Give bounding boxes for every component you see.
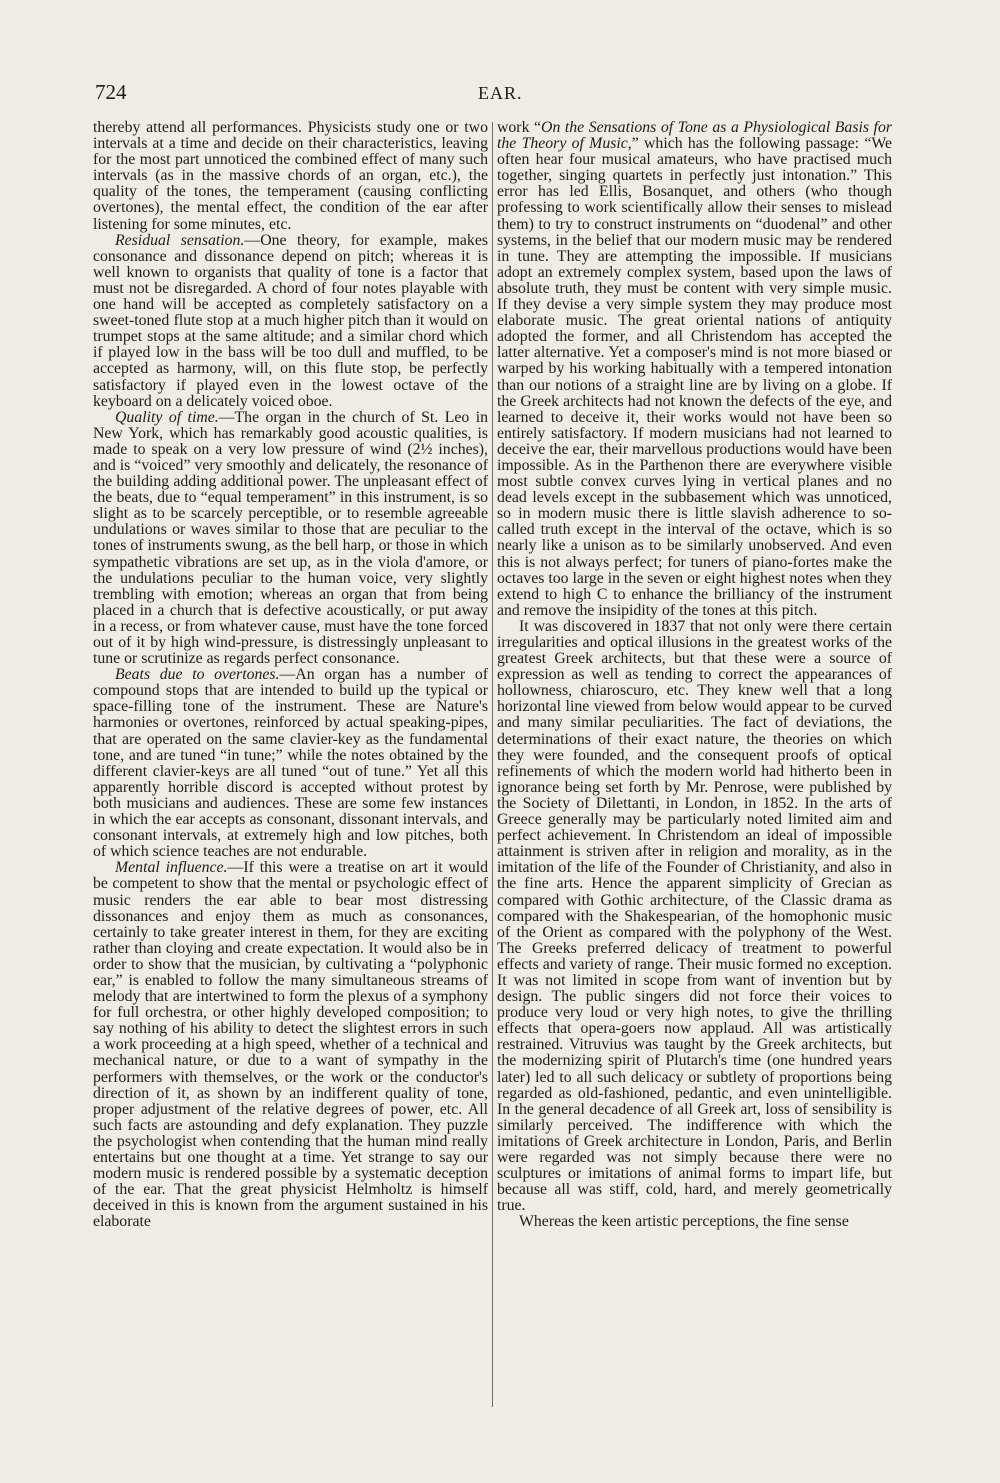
page-number: 724	[95, 80, 127, 104]
paragraph: thereby attend all performances. Physicists study one or two intervals at a time and decide on their characteristics, leaving for the most part unnoticed the combined effect of many such intervals (as in the massive chords of an organ, etc.), the quality of the tones, the temperament (causing conflicting overtones), the mental effect, the condition of the ear after listening for some minutes, etc.	[93, 119, 488, 233]
paragraph: work “On the Sensations of Tone as a Physiological Basis for the Theory of Music,” which has the following passage: “We often hear four musical amateurs, who have practised much together, singing quartets in perfectly just intonation.” This error has led Ellis, Bosanquet, and others (who though professing to work scientifically allow their senses to mislead them) to try to construct instruments on “duodenal” and other systems, in the belief that our modern music may be rendered in tune. They are attempting the impossible. If musicians adopt an extremely complex system, based upon the laws of absolute truth, they must be content with very simple music. If they devise a very simple system they may produce most elaborate music. The great oriental nations of antiquity adopted the former, and all Christendom has accepted the latter alternative. Yet a composer's mind is not more biased or warped by his working habitually with a tempered intonation than our notions of a straight line are by living on a globe. If the Greek architects had not known the defects of the eye, and learned to deceive it, their works would not have been so entirely satisfactory. If modern musicians had not learned to deceive the ear, their marvellous productions would have been impossible. As in the Parthenon there are everywhere visible most subtle convex curves lying in vertical planes and no dead levels except in the subbasement which was unnoticed, so in modern music there is little slavish adherence to so-called truth except in the interval of the octave, which is so nearly like a unison as to be similarly unobserved. And even this is not always perfect; for tuners of piano-fortes make the octaves too large in the seven or eight highest notes when they extend to high C to enhance the brilliancy of the instrument and remove the insipidity of the tones at this pitch.	[497, 119, 892, 619]
book-title: On the Sensations of Tone as a Physiological Basis for the Theory of Music	[497, 119, 892, 153]
paragraph: Whereas the keen artistic perceptions, the fine sense	[519, 1213, 849, 1231]
section-heading: Residual sensation.	[115, 231, 245, 249]
section-heading: Mental influence.	[115, 859, 228, 877]
section-heading: Beats due to overtones.	[115, 666, 280, 684]
paragraph: Beats due to overtones.—An organ has a number of compound stops that are intended to build up the typical or space-filling tone of the instrument. These are Nature's harmonies or overtones, reinforced by actual speaking-pipes, that are operated on the same clavier-key as the fundamental tone, and are tuned “in tune;” while the notes obtained by the different clavier-keys are all tuned “out of tune.” Yet all this apparently horrible discord is accepted without protest by both musicians and audiences. These are some few instances in which the ear accepts as consonant, dissonant intervals, and consonant intervals, at extremely high and low pitches, both of which science teaches are not endurable.	[93, 666, 488, 861]
left-column	[93, 120, 488, 1230]
right-column	[497, 120, 892, 1230]
paragraph: It was discovered in 1837 that not only were there certain irregularities and optical illusions in the greatest works of the greatest Greek architects, but that these were a source of expression as well as tending to correct the appearances of hollowness, chiaroscuro, etc. They knew well that a long horizontal line viewed from below would appear to be curved and many similar peculiarities. The fact of deviations, the determinations of their exact nature, the theories on which they were founded, and the consequent proofs of optical refinements of which the modern world had hitherto been in ignorance being set forth by Mr. Penrose, were published by the Society of Dilettanti, in London, in 1852. In the arts of Greece generally may be particularly noted limited aim and perfect achievement. In Christendom an ideal of impossible attainment is striven after in religion and morality, as in the imitation of the life of the Founder of Christianity, and also in the fine arts. Hence the apparent simplicity of Grecian as compared with Gothic architecture, of the Classic drama as compared with the Shakespearian, of the homophonic music of the Orient as compared with the polyphony of the West. The Greeks preferred delicacy of treatment to powerful effects and variety of range. Their music formed no exception. It was not limited in scope from want of invention but by design. The public singers did not force their voices to produce very loud or very high notes, to give the thrilling effects that opera-goers now applaud. All was artistically restrained. Vitruvius was taught by the Greek architects, but the modernizing spirit of Plutarch's time (one hundred years later) led to all such delicacy or subtlety of proportions being regarded as old-fashioned, pedantic, and even unintelligible. In the general decadence of all Greek art, loss of sensibility is similarly perceived. The indifference with which the imitations of Greek architecture in London, Paris, and Berlin were regarded was not simply because there were no sculptures or imitations of animal forms to impart life, but because all was stiff, cold, hard, and merely geometrically true.	[497, 617, 892, 1215]
column-rule	[492, 122, 493, 1407]
paragraph: Quality of time.—The organ in the church of St. Leo in New York, which has remarkably good acoustic qualities, is made to speak on a very low pressure of wind (2½ inches), and is “voiced” very smoothly and delicately, the resonance of the building adding additional power. The unpleasant effect of the beats, due to “equal temperament” in this instrument, is so slight as to be scarcely perceptible, or to resemble agreeable undulations or waves similar to those that are peculiar to the tones of instruments swung, as the bell harp, or those in which sympathetic vibrations are set up, as in the viola d'amore, or the undulations peculiar to the human voice, very slightly trembling with emotion; whereas an organ that from being placed in a church that is defective acoustically, or put away in a recess, or from whatever cause, must have the tone forced out of it by high wind-pressure, is distressingly unpleasant to tune or scrutinize as regards perfect consonance.	[93, 408, 489, 668]
section-heading: Quality of time.	[115, 408, 219, 426]
paragraph: Mental influence.—If this were a treatise on art it would be competent to show that the mental or psychologic effect of music renders the ear able to bear most distressing dissonances and enjoy them as much as consonances, certainly to take greater interest in them, for they are exciting rather than cloying and create expectation. It would also be in order to show that the musician, by cultivating a “polyphonic ear,” is enabled to follow the many simultaneous streams of melody that are intertwined to form the plexus of a symphony for full orchestra, or other highly developed composition; to say nothing of his ability to detect the slightest errors in such a work proceeding at a high speed, whether of a technical and mechanical nature, or due to a want of sympathy in the performers with themselves, or the work or the conductor's direction of it, as shown by an indifferent quality of tone, proper adjustment of the relative degrees of power, etc. All such facts are astounding and defy explanation. They puzzle the psychologist when contending that the human mind really entertains but one thought at a time. Yet strange to say our modern music is rendered possible by a systematic deception of the ear. That the great physicist Helmholtz is himself deceived in this is known from the argument sustained in his elaborate	[93, 859, 488, 1231]
paragraph: Residual sensation.—One theory, for example, makes consonance and dissonance depend on pitch; whereas it is well known to organists that quality of tone is a factor that must not be disregarded. A chord of four notes playable with one hand will be accepted as completely satisfactory on a sweet-toned flute stop at a much higher pitch than it would on trumpet stops at the same altitude; and a similar chord which if played low in the bass will be too dull and muffled, to be accepted as harmony, will, on this flute stop, be perfectly satisfactory if played even in the lowest octave of the keyboard on a delicately voiced oboe.	[93, 231, 488, 410]
running-head: EAR.	[478, 83, 523, 103]
